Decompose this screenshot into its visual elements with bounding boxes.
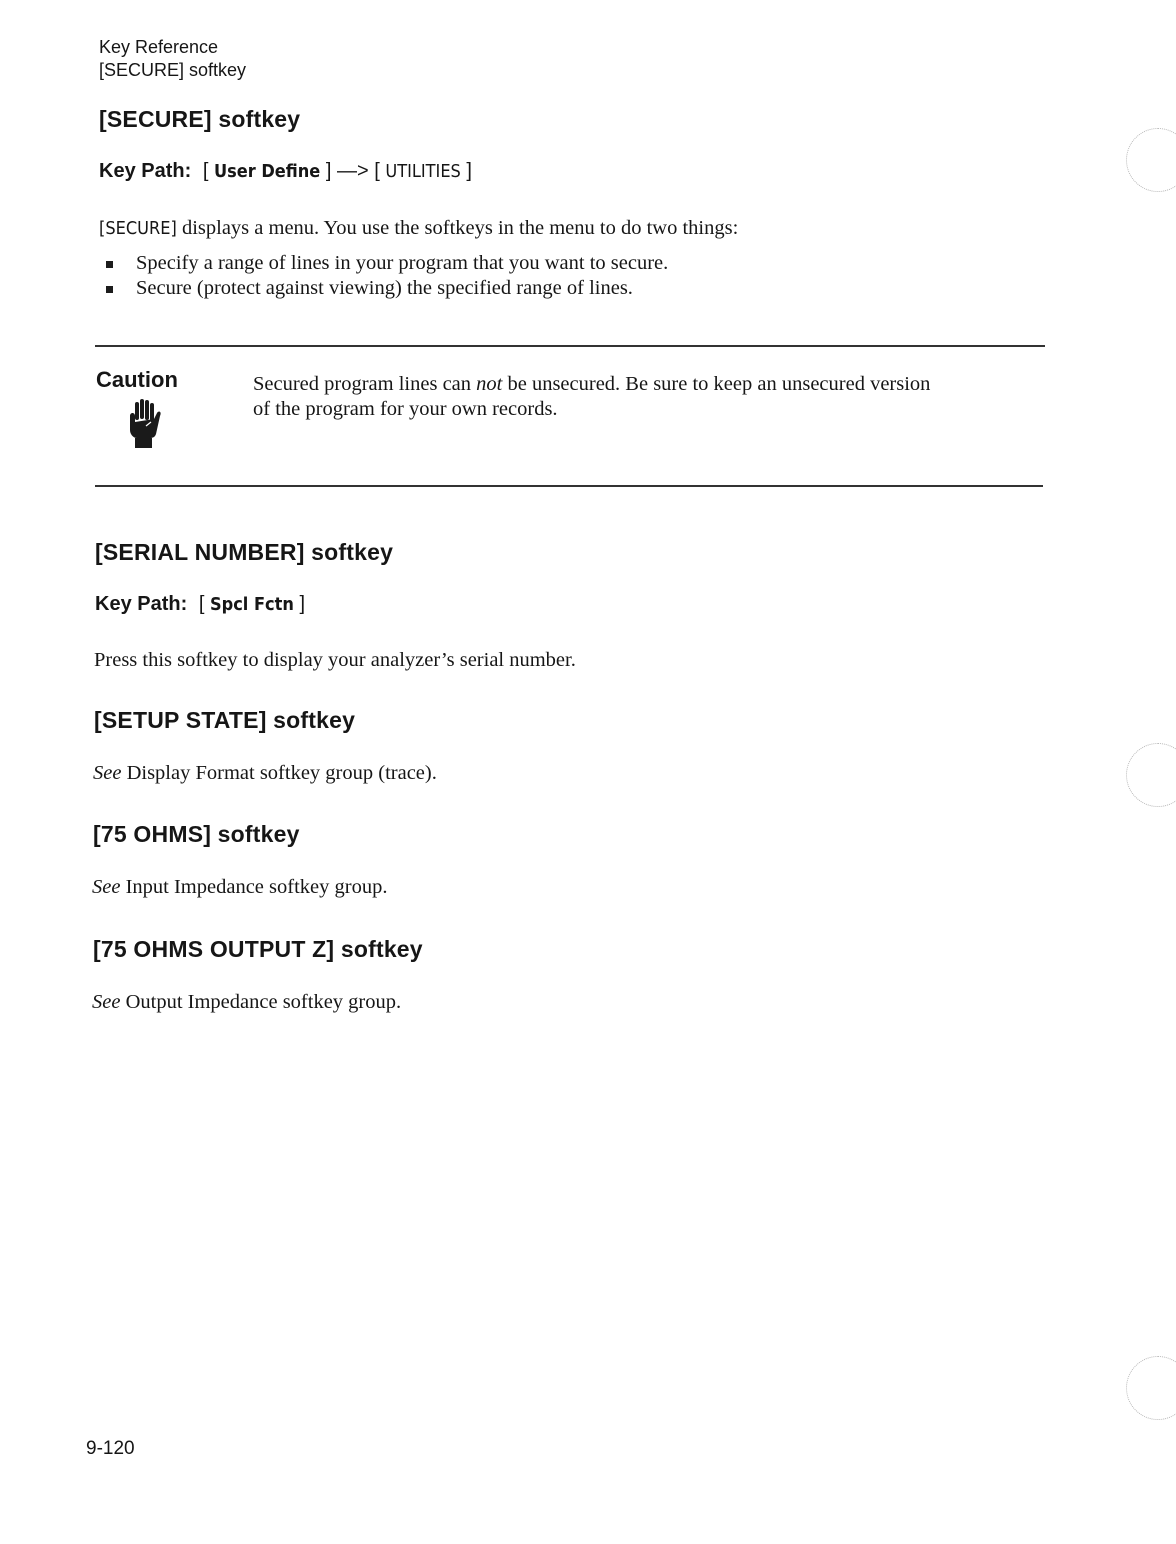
secure-intro: [SECURE] displays a menu. You use the softkeys in the menu to do two things: (99, 217, 739, 239)
bullet-icon (106, 261, 113, 268)
key-path-secure: Key Path: [ User Define ] —> [ UTILITIES ] (99, 160, 472, 182)
key-spcl-fctn: Spcl Fctn (209, 594, 294, 615)
key-path-serial-number: Key Path: [ Spcl Fctn ] (95, 593, 306, 615)
75-ohms-body: See Input Impedance softkey group. (92, 876, 388, 898)
bullet-item: Specify a range of lines in your program that you want to secure. (136, 252, 669, 274)
section-heading-setup-state: [SETUP STATE] softkey (94, 707, 356, 733)
key-utilities: UTILITIES (385, 161, 461, 182)
bullet-item: Secure (protect against viewing) the specified range of lines. (136, 277, 633, 299)
running-head (99, 36, 246, 82)
caution-hand-icon (126, 398, 162, 450)
bullet-icon (106, 286, 113, 293)
caution-top-rule (95, 345, 1045, 347)
section-heading-serial-number: [SERIAL NUMBER] softkey (95, 539, 394, 565)
key-path-arrow: —> (336, 160, 369, 182)
75-ohms-output-z-body: See Output Impedance softkey group. (92, 991, 402, 1013)
key-path-label: Key Path: (99, 160, 192, 182)
punch-hole (1126, 1356, 1176, 1420)
serial-number-body: Press this softkey to display your analyzer’s serial number. (94, 649, 576, 671)
running-head-title: Key Reference (99, 37, 219, 57)
caution-text: Secured program lines can not be unsecured. Be sure to keep an unsecured version of the program for your own records. (253, 373, 931, 420)
key-user-define: User Define (213, 161, 321, 182)
caution-label: Caution (96, 367, 178, 392)
key-secure: SECURE (105, 218, 171, 239)
section-heading-75-ohms: [75 OHMS] softkey (93, 821, 300, 847)
setup-state-body: See Display Format softkey group (trace). (93, 762, 437, 784)
page-number: 9-120 (86, 1438, 135, 1459)
section-heading-secure: [SECURE] softkey (99, 106, 301, 132)
caution-bottom-rule (95, 485, 1043, 487)
key-path-label: Key Path: (95, 593, 188, 615)
punch-hole (1126, 743, 1176, 807)
section-heading-75-ohms-output-z: [75 OHMS OUTPUT Z] softkey (93, 936, 423, 962)
punch-hole (1126, 128, 1176, 192)
running-head-subtitle: [SECURE] softkey (99, 60, 247, 80)
